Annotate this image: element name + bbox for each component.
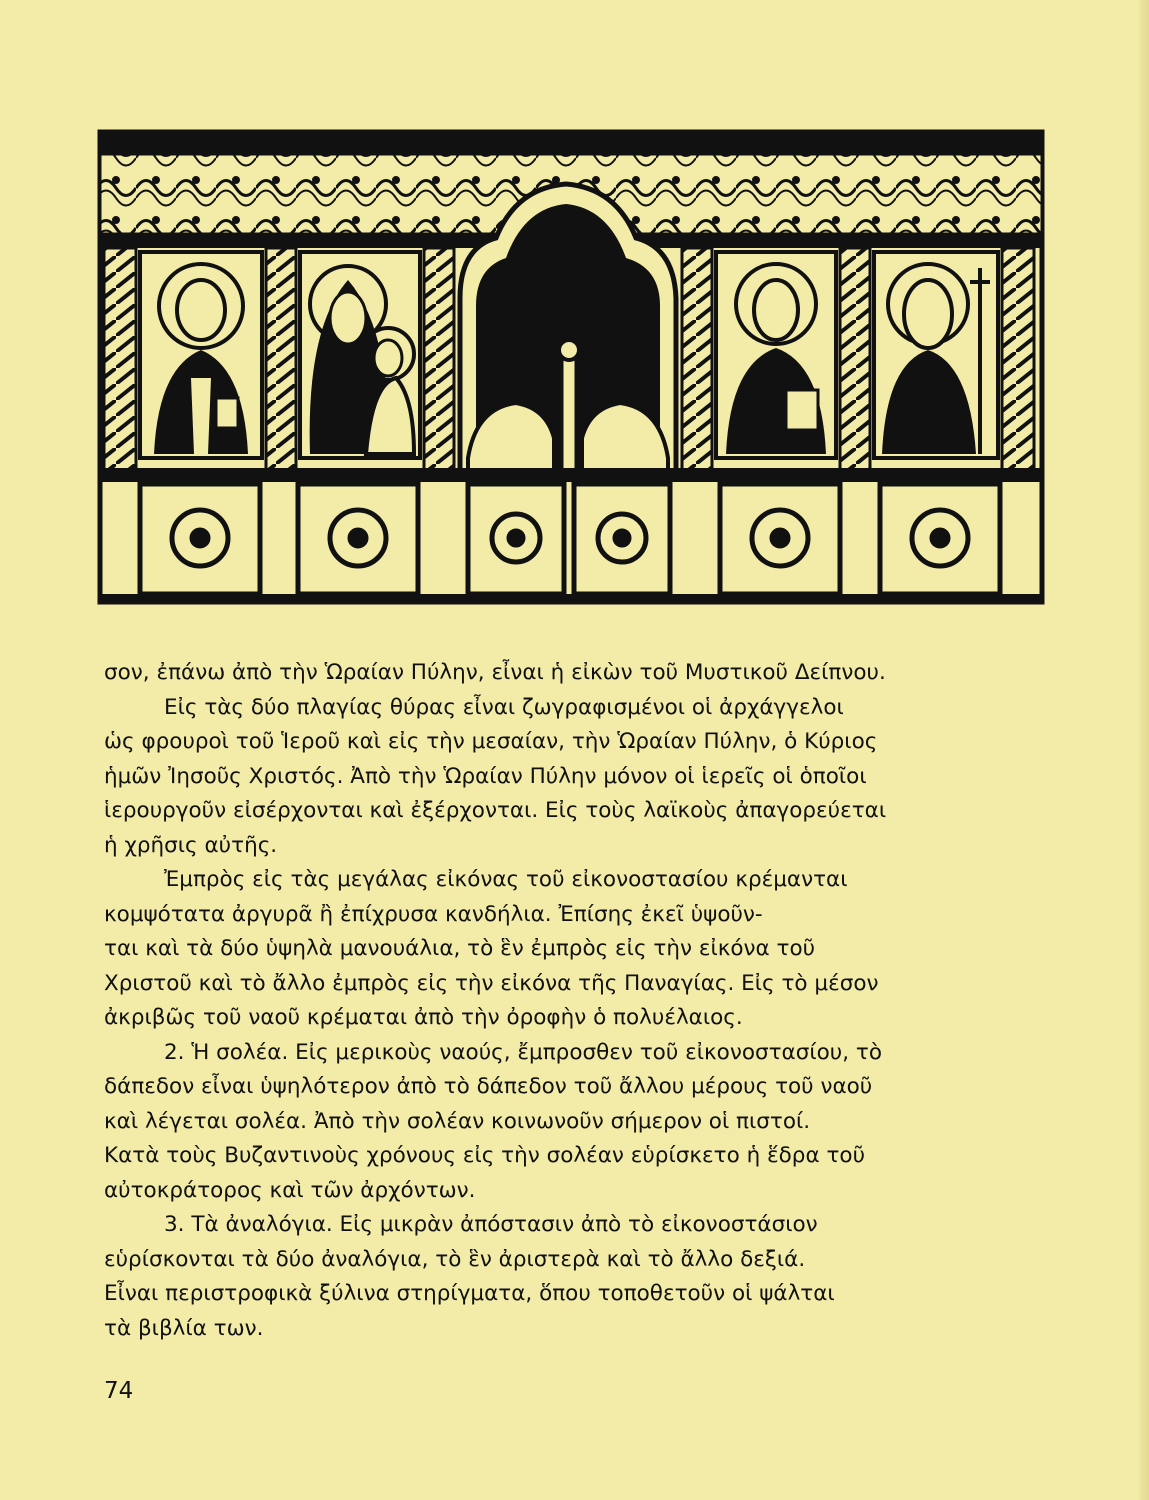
page-edge [1139,0,1149,1500]
text-line: Εἰς τὰς δύο πλαγίας θύρας εἶναι ζωγραφισμένοι οἱ ἀρχάγγελοι [164,694,844,720]
text-line: δάπεδον εἶναι ὑψηλότερον ἀπὸ τὸ δάπεδον τοῦ ἄλλου μέρους τοῦ ναοῦ [104,1074,873,1099]
text-line: Εἶναι περιστροφικὰ ξύλινα στηρίγματα, ὅπου τοποθετοῦν οἱ ψάλται [104,1281,835,1306]
page-number: 74 [104,1378,134,1404]
text-line: εὑρίσκονται τὰ δύο ἀναλόγια, τὸ ἓν ἀριστερὰ καὶ τὸ ἄλλο δεξιά. [104,1246,806,1272]
text-line: ὡς φρουροὶ τοῦ Ἱεροῦ καὶ εἰς τὴν μεσαίαν, τὴν Ὡραίαν Πύλην, ὁ Κύριος [104,729,878,754]
text-line: 2. Ἡ σολέα. Εἰς μερικοὺς ναούς, ἔμπροσθεν τοῦ εἰκονοστασίου, τὸ [164,1039,882,1065]
text-line: 3. Τὰ ἀναλόγια. Εἰς μικρὰν ἀπόστασιν ἀπὸ τὸ εἰκονοστάσιον [164,1212,818,1237]
text-line: ἀκριβῶς τοῦ ναοῦ κρέμαται ἀπὸ τὴν ὀροφὴν ὁ πολυέλαιος. [104,1005,743,1030]
text-line: ἡμῶν Ἰησοῦς Χριστός. Ἀπὸ τὴν Ὡραίαν Πύλην μόνον οἱ ἱερεῖς οἱ ὁποῖοι [104,763,867,789]
text-line: τὰ βιβλία των. [104,1315,264,1341]
text-line: Κατὰ τοὺς Βυζαντινοὺς χρόνους εἰς τὴν σολέαν εὑρίσκετο ἡ ἕδρα τοῦ [104,1143,866,1168]
iconostasis-illustration [96,128,1046,608]
text-line: σον, ἐπάνω ἀπὸ τὴν Ὡραίαν Πύλην, εἶναι ἡ εἰκὼν τοῦ Μυστικοῦ Δείπνου. [104,660,886,685]
text-line: Χριστοῦ καὶ τὸ ἄλλο ἐμπρὸς εἰς τὴν εἰκόνα τῆς Παναγίας. Εἰς τὸ μέσον [104,970,879,996]
text-line: ἱερουργοῦν εἰσέρχονται καὶ ἐξέρχονται. Εἰς τοὺς λαϊκοὺς ἀπαγορεύεται [104,798,887,823]
text-line: Ἐμπρὸς εἰς τὰς μεγάλας εἰκόνας τοῦ εἰκονοστασίου κρέμανται [164,867,848,892]
text-line: ται καὶ τὰ δύο ὑψηλὰ μανουάλια, τὸ ἓν ἐμπρὸς εἰς τὴν εἰκόνα τοῦ [104,936,816,961]
text-line: ἡ χρῆσις αὐτῆς. [104,832,278,858]
text-line: καὶ λέγεται σολέα. Ἀπὸ τὴν σολέαν κοινωνοῦν σήμερον οἱ πιστοί. [104,1108,811,1134]
text-line: αὐτοκράτορος καὶ τῶν ἀρχόντων. [104,1177,476,1203]
text-line: κομψότατα ἀργυρᾶ ἢ ἐπίχρυσα κανδήλια. Ἐπίσης ἐκεῖ ὑψοῦν- [104,901,763,927]
body-text [104,656,1014,1346]
